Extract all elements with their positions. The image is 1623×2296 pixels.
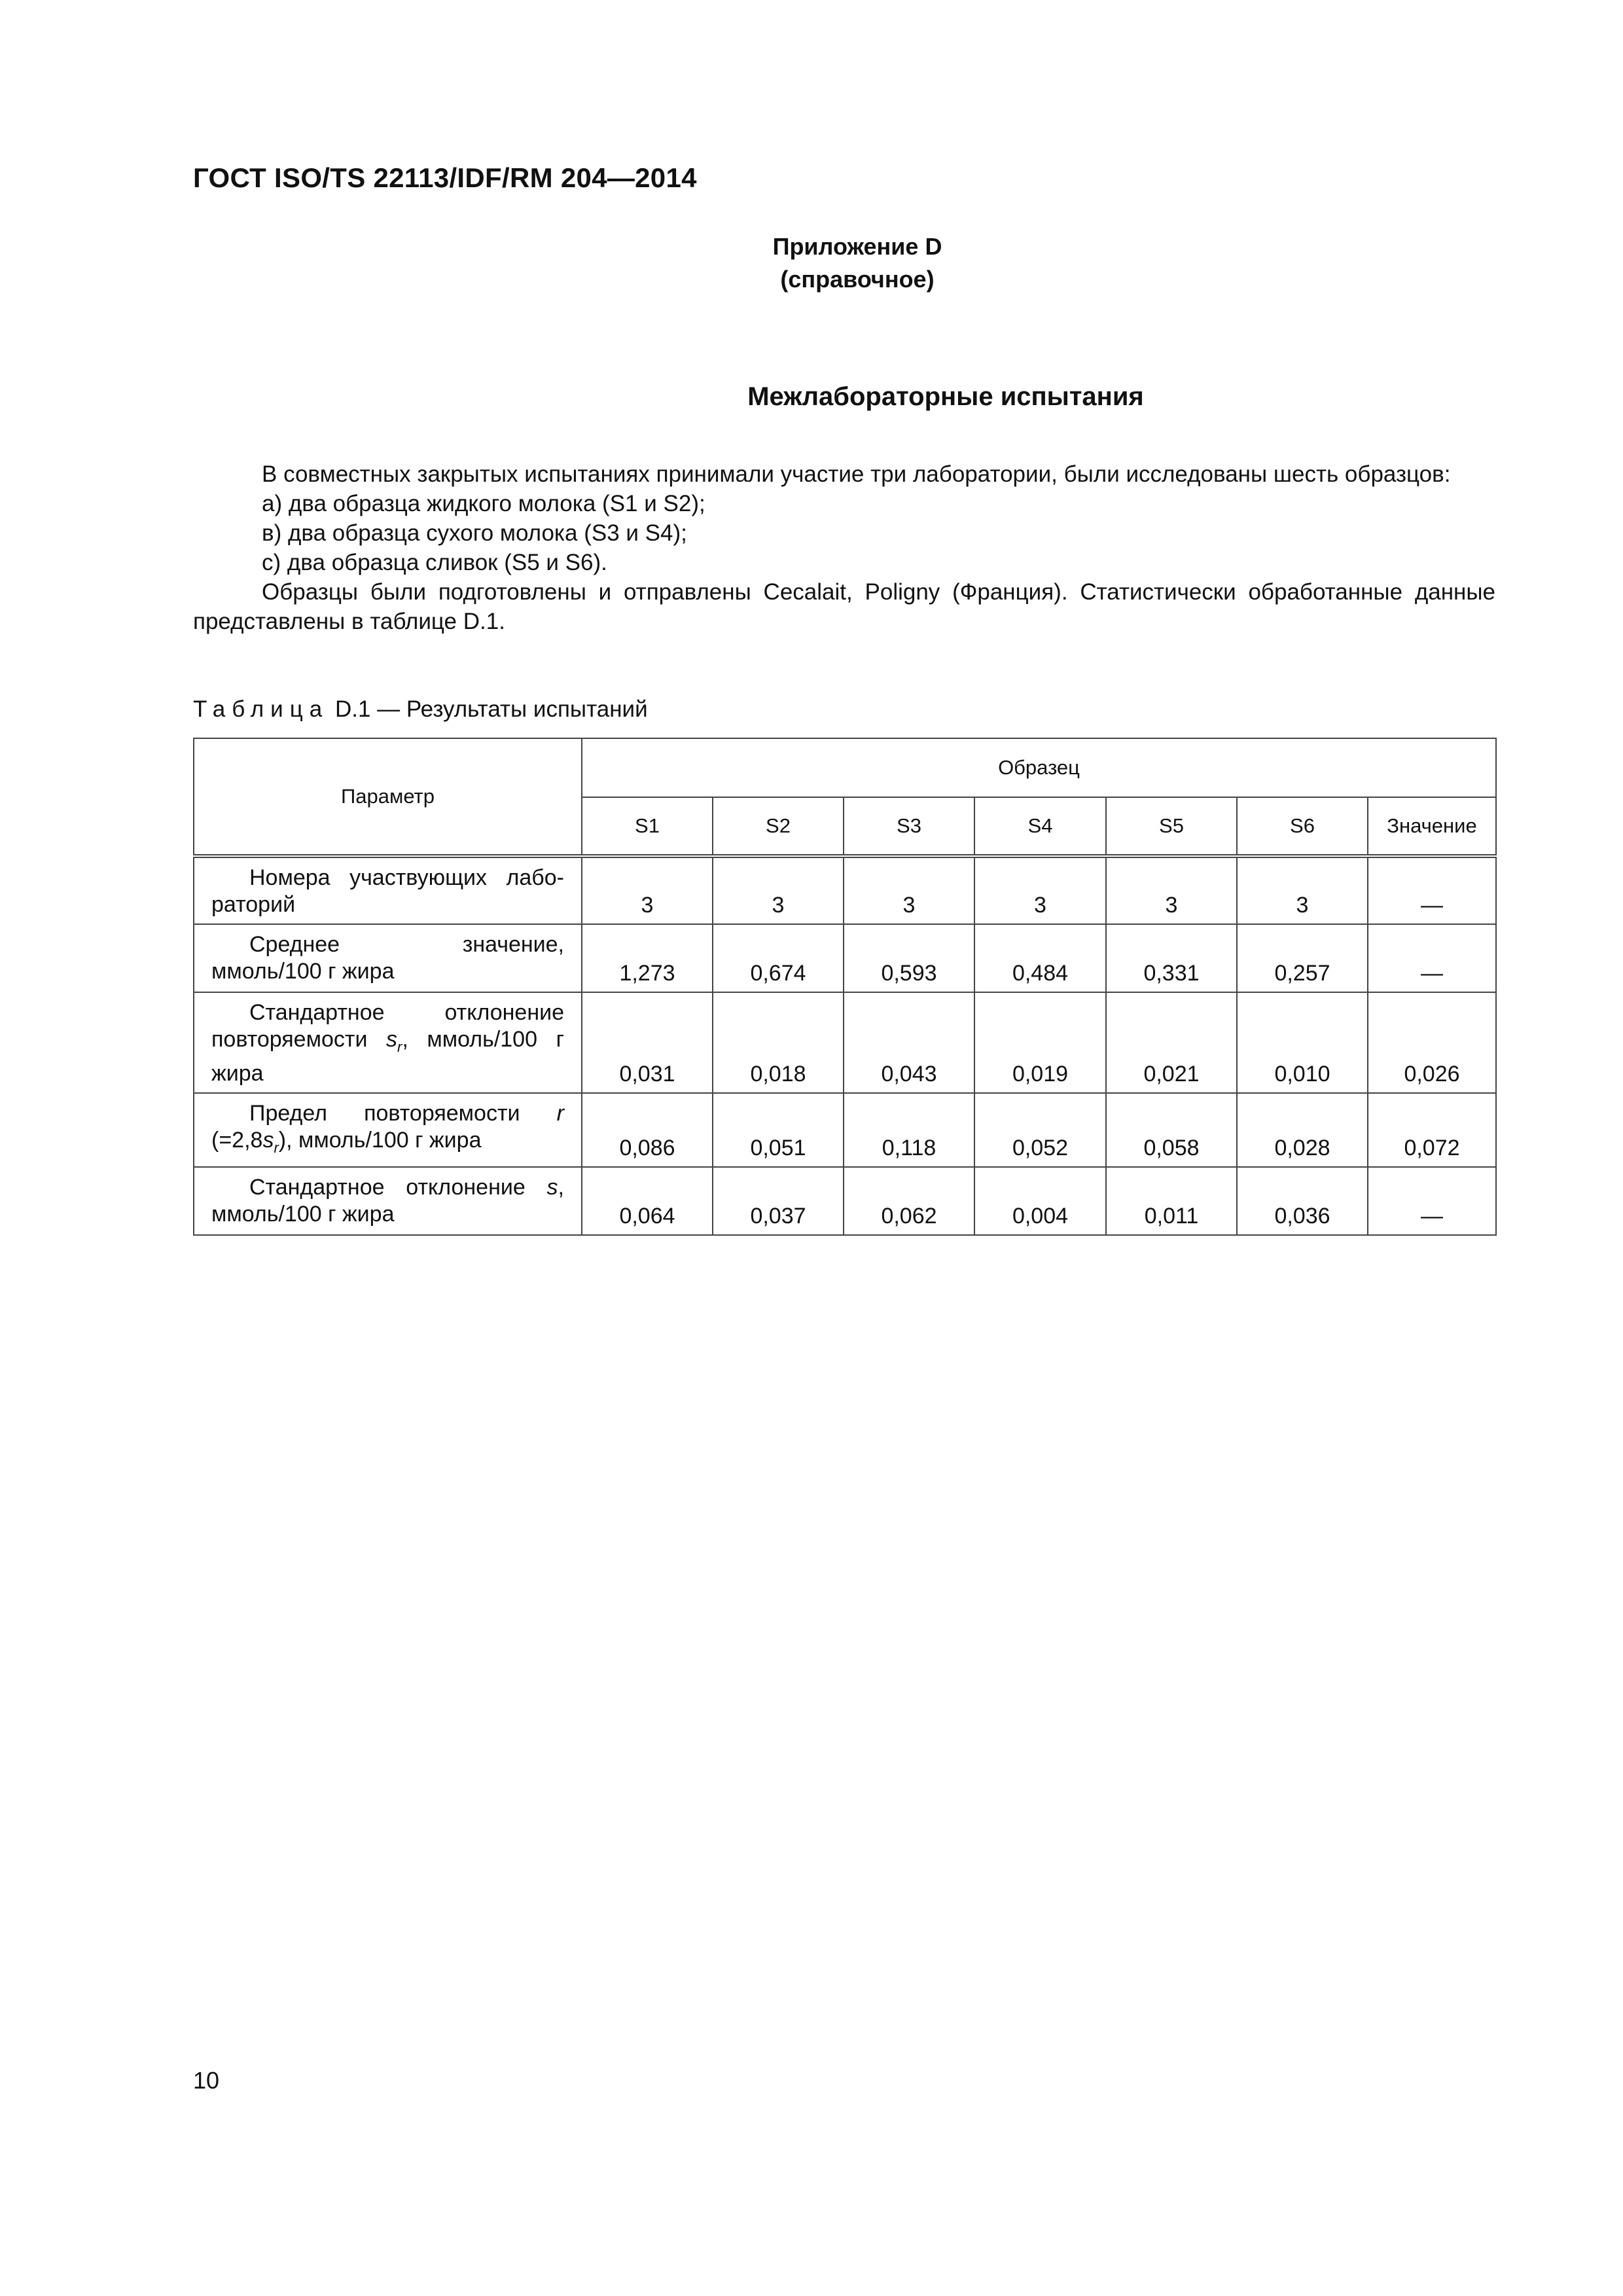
cell-value: 0,593 — [844, 924, 974, 992]
cell-value: 0,257 — [1237, 924, 1368, 992]
cell-value: 0,011 — [1106, 1167, 1237, 1235]
cell-value: — — [1368, 924, 1496, 992]
cell-value: 3 — [582, 856, 713, 924]
cell-value: — — [1368, 1167, 1496, 1235]
cell-value: 0,058 — [1106, 1093, 1237, 1167]
cell-value: 0,036 — [1237, 1167, 1368, 1235]
cell-value: 3 — [1106, 856, 1237, 924]
row-param: Стандартное отклонение повторяемости $s_r$, ммоль/100 г жира — [194, 992, 582, 1093]
cell-value: 3 — [713, 856, 844, 924]
annex-type: (справочное) — [780, 266, 935, 293]
cell-value: 0,026 — [1368, 992, 1496, 1093]
results-table — [193, 738, 1497, 1236]
closing-paragraph: Образцы были подготовлены и отправлены Cecalait, Poligny (Франция). Статистически обработанные данные представлены в таблице D.1. — [193, 579, 1495, 634]
header-sample-group: Образец — [582, 738, 1496, 797]
table-row — [194, 1093, 1496, 1167]
header-s6: S6 — [1237, 797, 1368, 856]
header-s4: S4 — [974, 797, 1106, 856]
cell-value: 0,062 — [844, 1167, 974, 1235]
cell-value: 0,019 — [974, 992, 1106, 1093]
body-text — [193, 459, 1495, 636]
section-title: Межлабораторные испытания — [747, 382, 1144, 411]
list-item-b: в) два образца сухого молока (S3 и S4); — [262, 520, 687, 546]
cell-value: 1,273 — [582, 924, 713, 992]
cell-value: 0,021 — [1106, 992, 1237, 1093]
table-caption — [193, 696, 648, 723]
cell-value: 0,674 — [713, 924, 844, 992]
cell-value: 3 — [844, 856, 974, 924]
header-s2: S2 — [713, 797, 844, 856]
cell-value: 3 — [974, 856, 1106, 924]
header-parameter: Параметр — [194, 738, 582, 856]
header-s5: S5 — [1106, 797, 1237, 856]
row-param: Стандартное отклонение s, ммоль/100 г жира — [194, 1167, 582, 1235]
table-caption-text: D.1 — Результаты испытаний — [329, 696, 648, 722]
header-s1: S1 — [582, 797, 713, 856]
row-param: Предел повторяемости r $(=2,8s_r)$, ммоль/100 г жира — [194, 1093, 582, 1167]
cell-value: 0,064 — [582, 1167, 713, 1235]
list-item-c: c) два образца сливок (S5 и S6). — [262, 550, 607, 575]
table-row — [194, 992, 1496, 1093]
cell-value: 0,086 — [582, 1093, 713, 1167]
annex-title: Приложение D — [772, 233, 942, 260]
intro-paragraph: В совместных закрытых испытаниях принимали участие три лаборатории, были исследованы шесть образцов: — [262, 461, 1451, 487]
cell-value: 0,037 — [713, 1167, 844, 1235]
list-item-a: а) два образца жидкого молока (S1 и S2); — [262, 491, 705, 516]
cell-value: 0,018 — [713, 992, 844, 1093]
cell-value: 0,031 — [582, 992, 713, 1093]
cell-value: — — [1368, 856, 1496, 924]
table-row — [194, 856, 1496, 924]
table-caption-prefix: Таблица — [193, 696, 329, 722]
page-number: 10 — [193, 2067, 220, 2094]
cell-value: 3 — [1237, 856, 1368, 924]
document-standard-header: ГОСТ ISO/TS 22113/IDF/RM 204—2014 — [193, 162, 697, 193]
table-row — [194, 1167, 1496, 1235]
annex-heading — [694, 230, 1021, 296]
cell-value: 0,051 — [713, 1093, 844, 1167]
row-param: Номера участвующих лабо- раторий — [194, 856, 582, 924]
cell-value: 0,010 — [1237, 992, 1368, 1093]
header-s3: S3 — [844, 797, 974, 856]
row-param: Среднее значение, ммоль/100 г жира — [194, 924, 582, 992]
cell-value: 0,118 — [844, 1093, 974, 1167]
cell-value: 0,484 — [974, 924, 1106, 992]
cell-value: 0,043 — [844, 992, 974, 1093]
table-row — [194, 924, 1496, 992]
header-value: Значение — [1368, 797, 1496, 856]
cell-value: 0,331 — [1106, 924, 1237, 992]
cell-value: 0,052 — [974, 1093, 1106, 1167]
cell-value: 0,072 — [1368, 1093, 1496, 1167]
cell-value: 0,028 — [1237, 1093, 1368, 1167]
cell-value: 0,004 — [974, 1167, 1106, 1235]
